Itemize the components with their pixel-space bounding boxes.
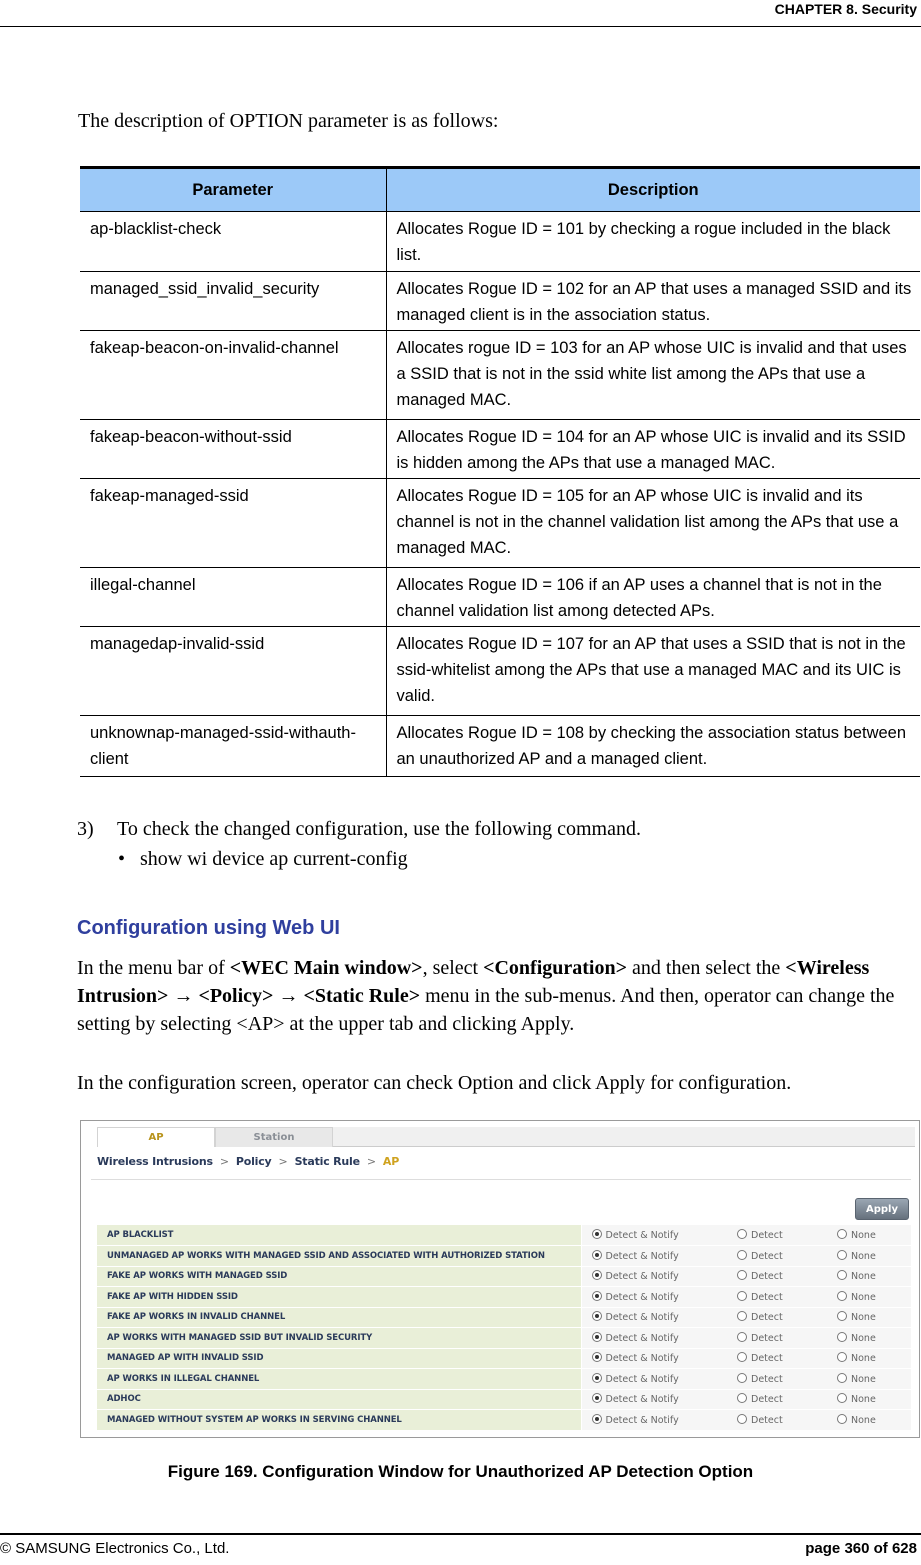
rule-label: AP WORKS WITH MANAGED SSID BUT INVALID SECURITY [97,1328,581,1349]
rule-option[interactable] [827,1225,911,1246]
p1-text: In the menu bar of [77,957,230,979]
option-label: Detect [751,1230,783,1241]
breadcrumb-current: AP [382,1155,400,1168]
desc-cell: Allocates Rogue ID = 101 by checking a rogue included in the black list. [386,212,920,272]
radio-icon[interactable] [737,1373,747,1383]
option-label: Detect & Notify [605,1271,679,1283]
column-header-description: Description [386,168,920,212]
rule-option[interactable] [727,1307,827,1328]
p1-bold: <Wireless Intrusion> [77,957,870,1007]
radio-icon[interactable] [737,1332,747,1342]
p1-text: , select [422,957,484,979]
rule-option[interactable] [581,1266,727,1287]
radio-icon[interactable] [737,1352,747,1362]
radio-icon[interactable] [737,1311,747,1321]
radio-icon[interactable] [592,1250,602,1260]
option-label: Detect & Notify [605,1394,679,1406]
table-row [80,627,920,716]
divider [91,1179,911,1180]
p1-text: menu in the sub-menus. And then, operator can change the setting by selecting <AP> at the upper tab and clicking Apply. [77,985,895,1035]
radio-icon[interactable] [592,1270,602,1280]
option-label: None [851,1373,876,1385]
rule-label: FAKE AP WITH HIDDEN SSID [97,1287,581,1308]
breadcrumb-item[interactable]: Wireless Intrusions [97,1155,213,1168]
option-label: None [851,1332,876,1344]
radio-icon[interactable] [837,1373,847,1383]
table-row [80,212,920,272]
table-row [80,272,920,331]
webui-paragraph-1 [77,954,907,1038]
rule-option[interactable] [581,1410,727,1431]
rule-label: MANAGED AP WITH INVALID SSID [97,1348,581,1369]
rule-label: FAKE AP WORKS WITH MANAGED SSID [97,1266,581,1287]
radio-icon[interactable] [837,1393,847,1403]
option-label: None [851,1394,876,1406]
footer-divider [0,1533,921,1535]
rule-option[interactable] [727,1389,827,1410]
header-divider [0,26,921,27]
radio-icon[interactable] [592,1229,602,1239]
arrow-icon: → [273,985,304,1007]
rule-row [97,1287,911,1308]
rule-label: UNMANAGED AP WORKS WITH MANAGED SSID AND ASSOCIATED WITH AUTHORIZED STATION [97,1246,581,1267]
rule-row [97,1369,911,1390]
tab-station[interactable]: Station [215,1127,333,1147]
radio-icon[interactable] [737,1291,747,1301]
param-cell: managedap-invalid-ssid [80,627,386,716]
command-bullet [118,848,408,871]
rule-row [97,1389,911,1410]
radio-icon[interactable] [837,1270,847,1280]
desc-cell: Allocates Rogue ID = 107 for an AP that uses a SSID that is not in the ssid-whitelist among the APs that use a managed MAC and its UIC is valid. [386,627,920,716]
rule-option[interactable] [581,1369,727,1390]
radio-icon[interactable] [837,1414,847,1424]
option-parameter-table [80,166,920,777]
option-label: Detect & Notify [605,1353,679,1365]
option-label: Detect & Notify [605,1291,679,1303]
rule-option[interactable] [727,1287,827,1308]
radio-icon[interactable] [592,1414,602,1424]
table-row [80,479,920,568]
p1-bold: <WEC Main window> [229,957,423,979]
rule-label: MANAGED WITHOUT SYSTEM AP WORKS IN SERVING CHANNEL [97,1410,581,1431]
rule-options-table [97,1225,911,1431]
rule-option[interactable] [727,1246,827,1267]
radio-icon[interactable] [837,1229,847,1239]
param-cell: fakeap-beacon-on-invalid-channel [80,331,386,420]
rule-option[interactable] [827,1307,911,1328]
radio-icon[interactable] [837,1332,847,1342]
chevron-right-icon: > [278,1155,288,1168]
desc-cell: Allocates rogue ID = 103 for an AP whose UIC is invalid and that uses a SSID that is not in the ssid white list among the APs that use a managed MAC. [386,331,920,420]
radio-icon[interactable] [737,1229,747,1239]
option-label: Detect & Notify [605,1373,679,1385]
param-cell: ap-blacklist-check [80,212,386,272]
rule-option[interactable] [727,1410,827,1431]
rule-row [97,1266,911,1287]
p1-text: and then select the [627,957,786,979]
rule-option[interactable] [727,1369,827,1390]
rule-row [97,1348,911,1369]
option-label: None [851,1230,876,1241]
rule-option[interactable] [827,1389,911,1410]
rule-row [97,1225,911,1246]
chevron-right-icon: > [219,1155,229,1168]
breadcrumb-item[interactable]: Static Rule [294,1155,360,1168]
rule-option[interactable] [727,1328,827,1349]
param-cell: illegal-channel [80,568,386,627]
table-row [80,331,920,420]
param-cell: unknownap-managed-ssid-withauth-client [80,716,386,777]
tab-ap[interactable]: AP [97,1127,215,1147]
rule-row [97,1307,911,1328]
rule-label: ADHOC [97,1389,581,1410]
rule-option[interactable] [727,1266,827,1287]
section-heading: Configuration using Web UI [77,917,340,939]
step-number: 3) [77,818,94,840]
radio-icon[interactable] [592,1332,602,1342]
desc-cell: Allocates Rogue ID = 108 by checking the association status between an unauthorized AP and a managed client. [386,716,920,777]
desc-cell: Allocates Rogue ID = 105 for an AP whose UIC is invalid and its channel is not in the channel validation list among the APs that use a managed MAC. [386,479,920,568]
radio-icon[interactable] [837,1311,847,1321]
radio-icon[interactable] [737,1414,747,1424]
option-label: Detect [751,1271,783,1283]
tab-bar [97,1127,915,1147]
rule-option[interactable] [581,1389,727,1410]
config-screenshot [80,1120,920,1438]
rule-row [97,1410,911,1431]
breadcrumb-item[interactable]: Policy [235,1155,272,1168]
breadcrumb [97,1155,399,1168]
rule-option[interactable] [827,1348,911,1369]
radio-icon[interactable] [592,1373,602,1383]
figure-caption: Figure 169. Configuration Window for Unauthorized AP Detection Option [167,1462,754,1481]
rule-option[interactable] [727,1225,827,1246]
param-cell: fakeap-beacon-without-ssid [80,420,386,479]
bullet-icon: • [118,848,126,870]
table-header-row [80,168,920,212]
option-label: Detect [751,1414,783,1426]
p1-bold: <Policy> [198,985,274,1007]
radio-icon[interactable] [737,1393,747,1403]
rule-option[interactable] [827,1246,911,1267]
rule-option[interactable] [581,1328,727,1349]
option-label: None [851,1312,876,1324]
rule-option[interactable] [827,1410,911,1431]
option-label: None [851,1250,876,1262]
param-cell: managed_ssid_invalid_security [80,272,386,331]
table-row [80,568,920,627]
footer-copyright: © SAMSUNG Electronics Co., Ltd. [0,1540,230,1557]
desc-cell: Allocates Rogue ID = 104 for an AP whose UIC is invalid and its SSID is hidden among the APs that use a managed MAC. [386,420,920,479]
option-label: Detect [751,1373,783,1385]
table-row [80,716,920,777]
rule-option[interactable] [581,1348,727,1369]
option-label: Detect & Notify [605,1250,679,1262]
option-label: Detect [751,1312,783,1324]
option-label: None [851,1291,876,1303]
radio-icon[interactable] [592,1393,602,1403]
desc-cell: Allocates Rogue ID = 106 if an AP uses a channel that is not in the channel validation list among detected APs. [386,568,920,627]
rule-option[interactable] [827,1266,911,1287]
option-label: Detect [751,1250,783,1262]
rule-option[interactable] [581,1307,727,1328]
option-label: None [851,1414,876,1426]
apply-button[interactable]: Apply [855,1198,909,1220]
chapter-header: CHAPTER 8. Security [774,1,917,17]
radio-icon[interactable] [837,1291,847,1301]
rule-option[interactable] [827,1328,911,1349]
intro-text: The description of OPTION parameter is as follows: [78,110,499,132]
command-text: show wi device ap current-config [140,848,408,870]
option-label: None [851,1271,876,1283]
chevron-right-icon: > [366,1155,376,1168]
rule-label: AP BLACKLIST [97,1225,581,1246]
rule-option[interactable] [727,1348,827,1369]
p1-bold: <Configuration> [483,957,628,979]
step-text: To check the changed configuration, use the following command. [117,818,641,840]
radio-icon[interactable] [592,1311,602,1321]
rule-row [97,1328,911,1349]
option-label: Detect & Notify [605,1414,679,1426]
radio-icon[interactable] [837,1352,847,1362]
option-label: Detect [751,1291,783,1303]
option-label: None [851,1353,876,1365]
rule-option[interactable] [581,1287,727,1308]
radio-icon[interactable] [592,1291,602,1301]
rule-option[interactable] [827,1287,911,1308]
rule-label: AP WORKS IN ILLEGAL CHANNEL [97,1369,581,1390]
table-row [80,420,920,479]
param-cell: fakeap-managed-ssid [80,479,386,568]
option-label: Detect [751,1332,783,1344]
option-label: Detect & Notify [605,1230,679,1241]
column-header-parameter: Parameter [80,168,386,212]
p1-bold: <Static Rule> [303,985,421,1007]
radio-icon[interactable] [837,1250,847,1260]
rule-row [97,1246,911,1267]
radio-icon[interactable] [737,1250,747,1260]
webui-paragraph-2: In the configuration screen, operator can check Option and click Apply for configuration. [77,1072,792,1094]
desc-cell: Allocates Rogue ID = 102 for an AP that uses a managed SSID and its managed client is in the association status. [386,272,920,331]
rule-option[interactable] [581,1225,727,1246]
rule-label: FAKE AP WORKS IN INVALID CHANNEL [97,1307,581,1328]
footer-page-number: page 360 of 628 [805,1540,917,1557]
option-label: Detect & Notify [605,1312,679,1324]
option-label: Detect [751,1394,783,1406]
radio-icon[interactable] [737,1270,747,1280]
rule-option[interactable] [827,1369,911,1390]
option-label: Detect [751,1353,783,1365]
arrow-icon: → [168,985,199,1007]
rule-option[interactable] [581,1246,727,1267]
step-3 [77,818,641,841]
radio-icon[interactable] [592,1352,602,1362]
option-label: Detect & Notify [605,1332,679,1344]
